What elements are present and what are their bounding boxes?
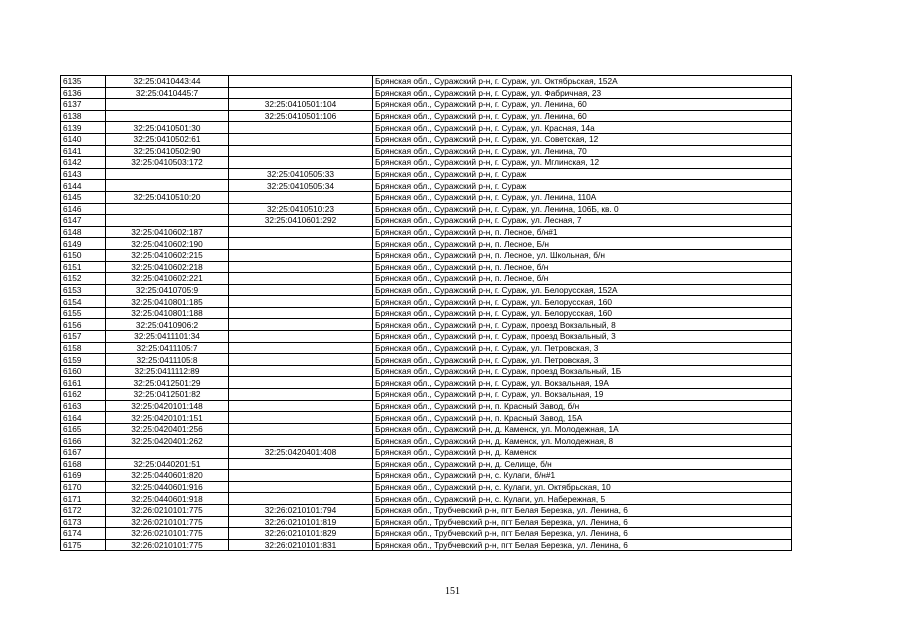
table-row	[61, 319, 792, 331]
address-cell: Брянская обл., Суражский р-н, г. Сураж, ул. Ленина, 110А	[373, 191, 792, 203]
address-cell: Брянская обл., Суражский р-н, п. Лесное, ул. Школьная, б/н	[373, 249, 792, 261]
row-number-cell: 6168	[61, 458, 106, 470]
row-number-cell: 6162	[61, 389, 106, 401]
row-number-cell: 6175	[61, 539, 106, 551]
cadastral-number-cell: 32:25:0440601:916	[106, 481, 229, 493]
row-number-cell: 6138	[61, 110, 106, 122]
table-row	[61, 389, 792, 401]
building-cadastral-number-cell	[229, 470, 373, 482]
building-cadastral-number-cell	[229, 133, 373, 145]
address-cell: Брянская обл., Трубчевский р-н, пгт Белая Березка, ул. Ленина, 6	[373, 539, 792, 551]
building-cadastral-number-cell	[229, 331, 373, 343]
building-cadastral-number-cell	[229, 145, 373, 157]
row-number-cell: 6157	[61, 331, 106, 343]
cadastral-number-cell: 32:25:0411101:34	[106, 331, 229, 343]
row-number-cell: 6169	[61, 470, 106, 482]
address-cell: Брянская обл., Суражский р-н, г. Сураж, ул. Лесная, 7	[373, 215, 792, 227]
cadastral-number-cell: 32:25:0411112:89	[106, 365, 229, 377]
address-cell: Брянская обл., Суражский р-н, г. Сураж	[373, 180, 792, 192]
row-number-cell: 6141	[61, 145, 106, 157]
row-number-cell: 6135	[61, 76, 106, 88]
cadastral-number-cell: 32:25:0410705:9	[106, 284, 229, 296]
table-row	[61, 400, 792, 412]
cadastral-number-cell: 32:26:0210101:775	[106, 539, 229, 551]
table-row	[61, 412, 792, 424]
building-cadastral-number-cell: 32:26:0210101:829	[229, 528, 373, 540]
cadastral-number-cell: 32:25:0420401:256	[106, 423, 229, 435]
row-number-cell: 6170	[61, 481, 106, 493]
table-row	[61, 238, 792, 250]
address-cell: Брянская обл., Суражский р-н, с. Кулаги, ул. Набережная, 5	[373, 493, 792, 505]
table-row	[61, 423, 792, 435]
row-number-cell: 6140	[61, 133, 106, 145]
row-number-cell: 6152	[61, 273, 106, 285]
building-cadastral-number-cell	[229, 400, 373, 412]
table-row	[61, 168, 792, 180]
row-number-cell: 6151	[61, 261, 106, 273]
building-cadastral-number-cell	[229, 238, 373, 250]
cadastral-number-cell: 32:25:0410443:44	[106, 76, 229, 88]
row-number-cell: 6150	[61, 249, 106, 261]
cadastral-number-cell: 32:26:0210101:775	[106, 528, 229, 540]
cadastral-number-cell	[106, 215, 229, 227]
table-row	[61, 481, 792, 493]
building-cadastral-number-cell	[229, 261, 373, 273]
building-cadastral-number-cell: 32:25:0410510:23	[229, 203, 373, 215]
address-cell: Брянская обл., Суражский р-н, г. Сураж, ул. Петровская, 3	[373, 354, 792, 366]
building-cadastral-number-cell	[229, 87, 373, 99]
address-cell: Брянская обл., Суражский р-н, д. Селище, б/н	[373, 458, 792, 470]
row-number-cell: 6148	[61, 226, 106, 238]
table-row	[61, 87, 792, 99]
cadastral-number-cell: 32:25:0420401:262	[106, 435, 229, 447]
cadastral-number-cell: 32:25:0410602:218	[106, 261, 229, 273]
row-number-cell: 6158	[61, 342, 106, 354]
table-row	[61, 354, 792, 366]
cadastral-number-cell	[106, 180, 229, 192]
table-row	[61, 191, 792, 203]
row-number-cell: 6156	[61, 319, 106, 331]
address-cell: Брянская обл., Суражский р-н, г. Сураж, ул. Ленина, 60	[373, 99, 792, 111]
address-cell: Брянская обл., Суражский р-н, г. Сураж	[373, 168, 792, 180]
building-cadastral-number-cell	[229, 412, 373, 424]
address-cell: Брянская обл., Суражский р-н, г. Сураж, ул. Фабричная, 23	[373, 87, 792, 99]
cadastral-number-cell: 32:25:0420101:148	[106, 400, 229, 412]
cadastral-number-cell: 32:25:0410502:90	[106, 145, 229, 157]
row-number-cell: 6143	[61, 168, 106, 180]
table-row	[61, 470, 792, 482]
address-cell: Брянская обл., Суражский р-н, г. Сураж, ул. Белорусская, 160	[373, 307, 792, 319]
building-cadastral-number-cell: 32:26:0210101:819	[229, 516, 373, 528]
row-number-cell: 6174	[61, 528, 106, 540]
building-cadastral-number-cell	[229, 296, 373, 308]
row-number-cell: 6137	[61, 99, 106, 111]
building-cadastral-number-cell	[229, 284, 373, 296]
address-cell: Брянская обл., Суражский р-н, д. Каменск, ул. Молодежная, 1А	[373, 423, 792, 435]
table-row	[61, 493, 792, 505]
table-row	[61, 203, 792, 215]
cadastral-number-cell: 32:25:0410602:221	[106, 273, 229, 285]
table-row	[61, 435, 792, 447]
row-number-cell: 6145	[61, 191, 106, 203]
cadastral-number-cell: 32:25:0410501:30	[106, 122, 229, 134]
table-row	[61, 331, 792, 343]
row-number-cell: 6165	[61, 423, 106, 435]
table-row	[61, 504, 792, 516]
address-cell: Брянская обл., Суражский р-н, г. Сураж, проезд Вокзальный, 3	[373, 331, 792, 343]
building-cadastral-number-cell	[229, 354, 373, 366]
cadastral-number-cell	[106, 447, 229, 459]
table-row	[61, 249, 792, 261]
address-cell: Брянская обл., Суражский р-н, г. Сураж, проезд Вокзальный, 8	[373, 319, 792, 331]
building-cadastral-number-cell	[229, 458, 373, 470]
page-number: 151	[445, 586, 460, 597]
table-row	[61, 145, 792, 157]
row-number-cell: 6155	[61, 307, 106, 319]
address-cell: Брянская обл., Суражский р-н, п. Лесное, б/н#1	[373, 226, 792, 238]
address-cell: Брянская обл., Суражский р-н, д. Каменск	[373, 447, 792, 459]
table-row	[61, 539, 792, 551]
table-row	[61, 99, 792, 111]
building-cadastral-number-cell	[229, 191, 373, 203]
cadastral-number-cell: 32:25:0440601:820	[106, 470, 229, 482]
cadastral-number-cell: 32:25:0410801:185	[106, 296, 229, 308]
row-number-cell: 6147	[61, 215, 106, 227]
cadastral-number-cell: 32:26:0210101:775	[106, 504, 229, 516]
row-number-cell: 6159	[61, 354, 106, 366]
table-row	[61, 180, 792, 192]
address-cell: Брянская обл., Трубчевский р-н, пгт Белая Березка, ул. Ленина, 6	[373, 528, 792, 540]
address-cell: Брянская обл., Суражский р-н, г. Сураж, ул. Ленина, 60	[373, 110, 792, 122]
building-cadastral-number-cell: 32:25:0410505:34	[229, 180, 373, 192]
table-row	[61, 215, 792, 227]
building-cadastral-number-cell	[229, 423, 373, 435]
cadastral-number-cell: 32:26:0210101:775	[106, 516, 229, 528]
row-number-cell: 6139	[61, 122, 106, 134]
cadastral-number-cell: 32:25:0440601:918	[106, 493, 229, 505]
cadastral-number-cell	[106, 99, 229, 111]
row-number-cell: 6163	[61, 400, 106, 412]
address-cell: Брянская обл., Суражский р-н, п. Красный Завод, 15А	[373, 412, 792, 424]
building-cadastral-number-cell	[229, 481, 373, 493]
building-cadastral-number-cell: 32:26:0210101:831	[229, 539, 373, 551]
row-number-cell: 6142	[61, 157, 106, 169]
address-cell: Брянская обл., Суражский р-н, г. Сураж, ул. Ленина, 70	[373, 145, 792, 157]
building-cadastral-number-cell: 32:26:0210101:794	[229, 504, 373, 516]
table-row	[61, 157, 792, 169]
address-cell: Брянская обл., Суражский р-н, с. Кулаги, б/н#1	[373, 470, 792, 482]
table-row	[61, 447, 792, 459]
address-cell: Брянская обл., Суражский р-н, п. Лесное, б/н	[373, 273, 792, 285]
address-cell: Брянская обл., Трубчевский р-н, пгт Белая Березка, ул. Ленина, 6	[373, 504, 792, 516]
row-number-cell: 6173	[61, 516, 106, 528]
address-cell: Брянская обл., Суражский р-н, п. Лесное, б/н	[373, 261, 792, 273]
cadastral-number-cell: 32:25:0410801:188	[106, 307, 229, 319]
row-number-cell: 6166	[61, 435, 106, 447]
cadastral-number-cell: 32:25:0412501:29	[106, 377, 229, 389]
row-number-cell: 6161	[61, 377, 106, 389]
cadastral-number-cell: 32:25:0410503:172	[106, 157, 229, 169]
table-row	[61, 76, 792, 88]
table-row	[61, 226, 792, 238]
cadastral-number-cell	[106, 168, 229, 180]
row-number-cell: 6171	[61, 493, 106, 505]
cadastral-number-cell: 32:25:0410502:61	[106, 133, 229, 145]
address-cell: Брянская обл., Трубчевский р-н, пгт Белая Березка, ул. Ленина, 6	[373, 516, 792, 528]
table-row	[61, 458, 792, 470]
cadastral-number-cell: 32:25:0440201:51	[106, 458, 229, 470]
building-cadastral-number-cell	[229, 365, 373, 377]
address-cell: Брянская обл., Суражский р-н, г. Сураж, ул. Советская, 12	[373, 133, 792, 145]
table-row	[61, 110, 792, 122]
cadastral-table	[60, 75, 792, 551]
table-row	[61, 377, 792, 389]
address-cell: Брянская обл., Суражский р-н, п. Лесное, Б/н	[373, 238, 792, 250]
row-number-cell: 6153	[61, 284, 106, 296]
table-row	[61, 122, 792, 134]
building-cadastral-number-cell: 32:25:0410501:106	[229, 110, 373, 122]
row-number-cell: 6144	[61, 180, 106, 192]
building-cadastral-number-cell: 32:25:0410601:292	[229, 215, 373, 227]
address-cell: Брянская обл., Суражский р-н, г. Сураж, ул. Октябрьская, 152А	[373, 76, 792, 88]
cadastral-number-cell: 32:25:0411105:8	[106, 354, 229, 366]
cadastral-number-cell: 32:25:0410602:187	[106, 226, 229, 238]
building-cadastral-number-cell	[229, 122, 373, 134]
address-cell: Брянская обл., Суражский р-н, г. Сураж, ул. Вокзальная, 19	[373, 389, 792, 401]
address-cell: Брянская обл., Суражский р-н, г. Сураж, ул. Белорусская, 152А	[373, 284, 792, 296]
cadastral-number-cell: 32:25:0410602:190	[106, 238, 229, 250]
row-number-cell: 6136	[61, 87, 106, 99]
cadastral-number-cell: 32:25:0411105:7	[106, 342, 229, 354]
cadastral-number-cell	[106, 203, 229, 215]
cadastral-number-cell: 32:25:0410510:20	[106, 191, 229, 203]
address-cell: Брянская обл., Суражский р-н, с. Кулаги, ул. Октябрьская, 10	[373, 481, 792, 493]
cadastral-number-cell: 32:25:0410445:7	[106, 87, 229, 99]
building-cadastral-number-cell	[229, 319, 373, 331]
building-cadastral-number-cell	[229, 157, 373, 169]
cadastral-number-cell: 32:25:0420101:151	[106, 412, 229, 424]
building-cadastral-number-cell	[229, 389, 373, 401]
building-cadastral-number-cell: 32:25:0420401:408	[229, 447, 373, 459]
address-cell: Брянская обл., Суражский р-н, г. Сураж, ул. Вокзальная, 19А	[373, 377, 792, 389]
address-cell: Брянская обл., Суражский р-н, г. Сураж, проезд Вокзальный, 1Б	[373, 365, 792, 377]
table-row	[61, 342, 792, 354]
table-row	[61, 133, 792, 145]
building-cadastral-number-cell	[229, 377, 373, 389]
cadastral-table-body	[61, 76, 792, 551]
table-row	[61, 296, 792, 308]
row-number-cell: 6167	[61, 447, 106, 459]
table-row	[61, 365, 792, 377]
building-cadastral-number-cell	[229, 435, 373, 447]
building-cadastral-number-cell	[229, 493, 373, 505]
table-row	[61, 307, 792, 319]
table-row	[61, 284, 792, 296]
cadastral-number-cell: 32:25:0410602:215	[106, 249, 229, 261]
table-row	[61, 516, 792, 528]
address-cell: Брянская обл., Суражский р-н, г. Сураж, ул. Красная, 14а	[373, 122, 792, 134]
building-cadastral-number-cell	[229, 249, 373, 261]
row-number-cell: 6149	[61, 238, 106, 250]
row-number-cell: 6160	[61, 365, 106, 377]
address-cell: Брянская обл., Суражский р-н, п. Красный Завод, б/н	[373, 400, 792, 412]
address-cell: Брянская обл., Суражский р-н, г. Сураж, ул. Ленина, 106Б, кв. 0	[373, 203, 792, 215]
row-number-cell: 6164	[61, 412, 106, 424]
building-cadastral-number-cell	[229, 76, 373, 88]
table-row	[61, 261, 792, 273]
row-number-cell: 6146	[61, 203, 106, 215]
row-number-cell: 6172	[61, 504, 106, 516]
building-cadastral-number-cell	[229, 226, 373, 238]
cadastral-number-cell: 32:25:0412501:82	[106, 389, 229, 401]
table-row	[61, 273, 792, 285]
building-cadastral-number-cell: 32:25:0410501:104	[229, 99, 373, 111]
building-cadastral-number-cell	[229, 273, 373, 285]
address-cell: Брянская обл., Суражский р-н, г. Сураж, ул. Мглинская, 12	[373, 157, 792, 169]
building-cadastral-number-cell: 32:25:0410505:33	[229, 168, 373, 180]
cadastral-number-cell: 32:25:0410906:2	[106, 319, 229, 331]
address-cell: Брянская обл., Суражский р-н, г. Сураж, ул. Петровская, 3	[373, 342, 792, 354]
cadastral-number-cell	[106, 110, 229, 122]
address-cell: Брянская обл., Суражский р-н, д. Каменск, ул. Молодежная, 8	[373, 435, 792, 447]
building-cadastral-number-cell	[229, 307, 373, 319]
row-number-cell: 6154	[61, 296, 106, 308]
table-row	[61, 528, 792, 540]
address-cell: Брянская обл., Суражский р-н, г. Сураж, ул. Белорусская, 160	[373, 296, 792, 308]
building-cadastral-number-cell	[229, 342, 373, 354]
